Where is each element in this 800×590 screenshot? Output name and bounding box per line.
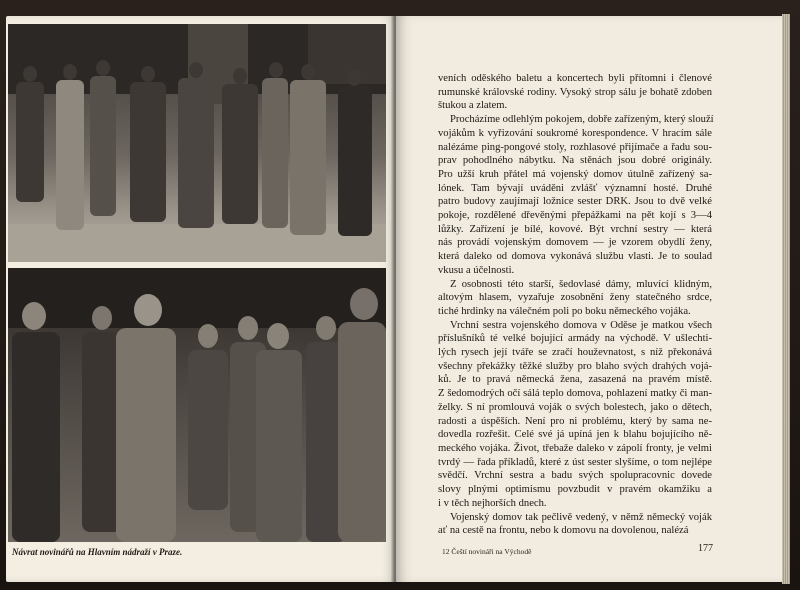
text-line: Procházíme odlehlým pokojem, dobře zařízeným, který slouží bbox=[450, 114, 714, 126]
text-line: všechny překážky těžké služby pro blaho svých drahých vojá- bbox=[438, 360, 712, 372]
text-line: nalézáme ping-pongové stoly, rozhlasové přijímače a řadu sou- bbox=[438, 141, 712, 153]
text-line: lých rysech její tváře se zračí houževnatost, s níž překonává bbox=[438, 347, 712, 359]
text-line: lónek. Tam bývají uváděni zvlášť významní hosté. Druhé bbox=[438, 182, 712, 194]
text-line: dovedla rozřešit. Celé své já upíná jen k blahu bojujícího ně- bbox=[438, 429, 712, 441]
paragraph bbox=[438, 511, 712, 538]
text-line: pokoje, rozdělené dřevěnými přepážkami na pět kojí s 3—4 bbox=[438, 210, 712, 222]
text-line: která daleko od domova vykonává službu vlasti. Je to soulad bbox=[438, 251, 712, 263]
page-edges bbox=[782, 14, 790, 584]
text-line: patro budovy zaujímají ložnice sester DRK. Jsou to dvě velké bbox=[438, 196, 712, 208]
text-line: Pro užší kruh přátel má vojenský domov útulně zařízený sa- bbox=[438, 168, 712, 180]
text-line: ků. Je to pravá německá žena, zasazená na pravém místě. bbox=[438, 374, 712, 386]
text-line: rumunské královské rodiny. Vysoký strop sálu je bohatě zdoben bbox=[438, 86, 712, 98]
text-line: Vrchní sestra vojenského domova v Oděse je matkou všech bbox=[450, 319, 712, 331]
text-line: vkusu a účelnosti. bbox=[438, 264, 515, 276]
text-line: prav pohodlného nábytku. Na stěnách jsou dobré originály. bbox=[438, 155, 712, 167]
page-footer-signature: 12 Čeští novináři na Východě bbox=[442, 547, 532, 556]
paragraph bbox=[438, 278, 712, 319]
paragraph bbox=[438, 319, 712, 511]
photo-group-officers bbox=[8, 24, 386, 262]
body-text bbox=[438, 72, 712, 538]
photo-station-return-illustration bbox=[8, 268, 386, 542]
text-line: altovým hlasem, vyzařuje zosobnění ženy statečného srdce, bbox=[438, 292, 712, 304]
text-line: slovy plnými optimismu povzbudit v pravém okamžiku a bbox=[438, 484, 712, 496]
photo-station-return bbox=[8, 268, 386, 542]
text-line: vojákům k vyřizování soukromé korespondence. V hracím sále bbox=[438, 127, 712, 139]
text-line: lůžky. Zařízení je bílé, kovové. Být vrchní sestry — která bbox=[438, 223, 712, 235]
paragraph bbox=[438, 113, 712, 277]
text-line: Z osobnosti této starší, šedovlasé dámy, mluvící klidným, bbox=[450, 278, 712, 290]
text-line: meckého vojáka. Život, třebaže daleko v zápolí fronty, je velmi bbox=[438, 442, 712, 454]
text-line: veních oděského baletu a koncertech byli přítomni i členové bbox=[438, 73, 712, 84]
text-line: radosti a úspěších. Není pro ni problému, který by sama ne- bbox=[438, 415, 712, 427]
text-line: nás provádí vojenským domovem — je vzorem obydlí ženy, bbox=[438, 237, 712, 249]
text-line: štukou a zlatem. bbox=[438, 100, 508, 112]
text-line: svědčí. Vrchní sestra a badu svých spolupracovnic dovede bbox=[438, 470, 712, 482]
text-line: Z šedomodrých očí sálá teplo domova, pohlazení matky či man- bbox=[438, 388, 712, 400]
text-line: ať na cestě na frontu, nebo k domovu na dovolenou, nalézá bbox=[438, 525, 689, 537]
text-line: želky. S ní promlouvá voják o svých bolestech, jako o dětech, bbox=[438, 401, 712, 413]
photo-group-officers-illustration bbox=[8, 24, 386, 262]
text-line: Vojenský domov tak pečlivě vedený, v němž německý voják bbox=[450, 511, 712, 523]
paragraph bbox=[438, 72, 712, 113]
text-line: i v těch nejhorších dnech. bbox=[438, 497, 547, 509]
text-line: příslušníků té velké bojující armády na východě. V ušlechti- bbox=[438, 333, 712, 345]
page-number: 177 bbox=[698, 543, 713, 554]
text-line: tiché hrdinky na válečném poli po boku německého vojáka. bbox=[438, 305, 691, 317]
text-line: tvrdý — řada příkladů, které z úst sester slyšíme, o tom nejlépe bbox=[438, 456, 712, 468]
photo-caption: Návrat novinářů na Hlavním nádraží v Praze. bbox=[12, 547, 183, 557]
